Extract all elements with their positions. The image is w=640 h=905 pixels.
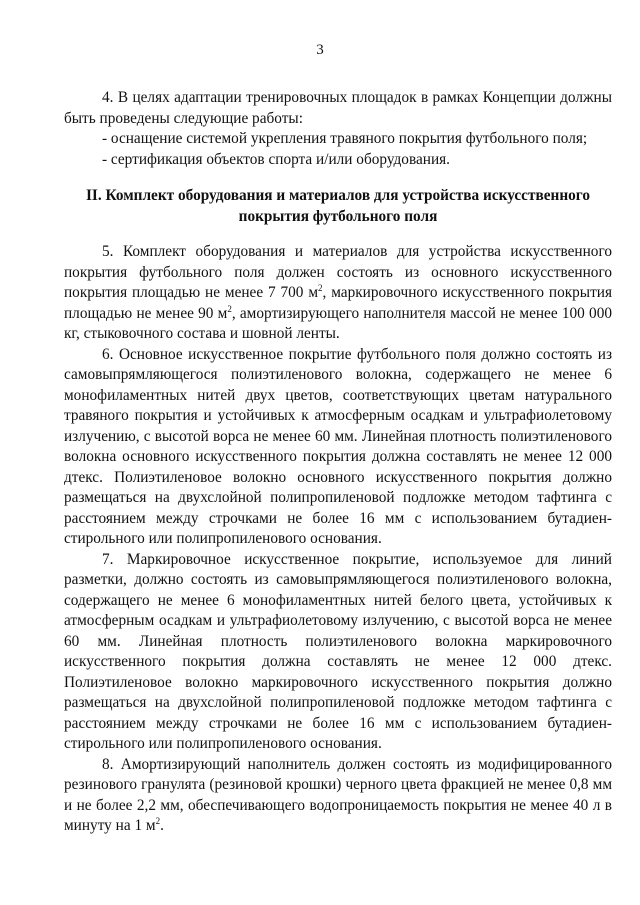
paragraph-5-part-a: 5. Комплект оборудования и материалов для устройства искусственного покрытия футбольного поля должен состоять из основного искусственного покрытия площадью не менее 7 700 м bbox=[64, 243, 612, 301]
paragraph-5-superscript-2: 2 bbox=[227, 303, 232, 314]
paragraph-5-part-c: , амортизирующего наполнителя массой не менее 100 000 кг, стыковочного состава и шовной ленты. bbox=[64, 304, 612, 342]
section-2-body bbox=[64, 242, 612, 837]
section-4-intro: 4. В целях адаптации тренировочных площадок в рамках Концепции должны быть проведены следующие работы: bbox=[64, 89, 612, 127]
section-heading-line-1: II. Комплект оборудования и материалов для устройства искусственного bbox=[85, 187, 591, 204]
section-4-block bbox=[64, 88, 612, 170]
paragraph-5-part-b: , маркировочного искусственного покрытия площадью не менее 90 м bbox=[64, 284, 612, 322]
section-heading-line-2: покрытия футбольного поля bbox=[238, 207, 438, 225]
section-heading bbox=[64, 186, 612, 227]
paragraph-8-superscript: 2 bbox=[155, 816, 161, 826]
paragraph-8-part-a: 8. Амортизирующий наполнитель должен состоять из модифицированного резинового гранулята (резиновой крошки) черного цвета фракцией не менее 0,8 мм и не более 2,2 мм, обеспечивающего водопроницаемость покрытия не менее 40 л в минуту на 1 м bbox=[64, 755, 612, 834]
paragraph-8 bbox=[64, 755, 612, 837]
paragraph-5-superscript-1: 2 bbox=[318, 283, 323, 293]
paragraph-5 bbox=[64, 242, 612, 345]
section-4-item-2: - сертификация объектов спорта и/или оборудования. bbox=[102, 150, 450, 168]
paragraph-8-part-b: . bbox=[160, 817, 164, 834]
page-number: 3 bbox=[316, 42, 324, 58]
section-4-item-1: - оснащение системой укрепления травяного покрытия футбольного поля; bbox=[102, 130, 588, 147]
paragraph-6: 6. Основное искусственное покрытие футбольного поля должно состоять из самовыпрямляющегося полиэтиленового волокна, содержащего не менее 6 монофиламентных нитей двух цветов, соответствующих цветам натурального травяного покрытия и устойчивых к атмосферным осадкам и ультрафиолетовому излучению, с высотой ворса не менее 60 мм. Линейная плотность полиэтиленового волокна основного искусственного покрытия должна составлять не менее 12 000 дтекс. Полиэтиленовое волокно основного искусственного покрытия должно размещаться на двухслойной полипропиленовой подложке методом тафтинга с расстоянием между строчками не более 16 мм с использованием бутадиен-стирольного или полипропиленового основания. bbox=[64, 345, 612, 547]
paragraph-7: 7. Маркировочное искусственное покрытие, используемое для линий разметки, должно состоять из самовыпрямляющегося полиэтиленового волокна, содержащего не менее 6 монофиламентных нитей белого цвета, устойчивых к атмосферным осадкам и ультрафиолетовому излучению, с высотой ворса не менее 60 мм. Линейная плотность полиэтиленового волокна маркировочного искусственного покрытия должна составлять не менее 12 000 дтекс. Полиэтиленовое волокно маркировочного искусственного покрытия должно размещаться на двухслойной полипропиленовой подложке методом тафтинга с расстоянием между строчками не более 16 мм с использованием бутадиен-стирольного или полипропиленового основания. bbox=[64, 550, 612, 752]
